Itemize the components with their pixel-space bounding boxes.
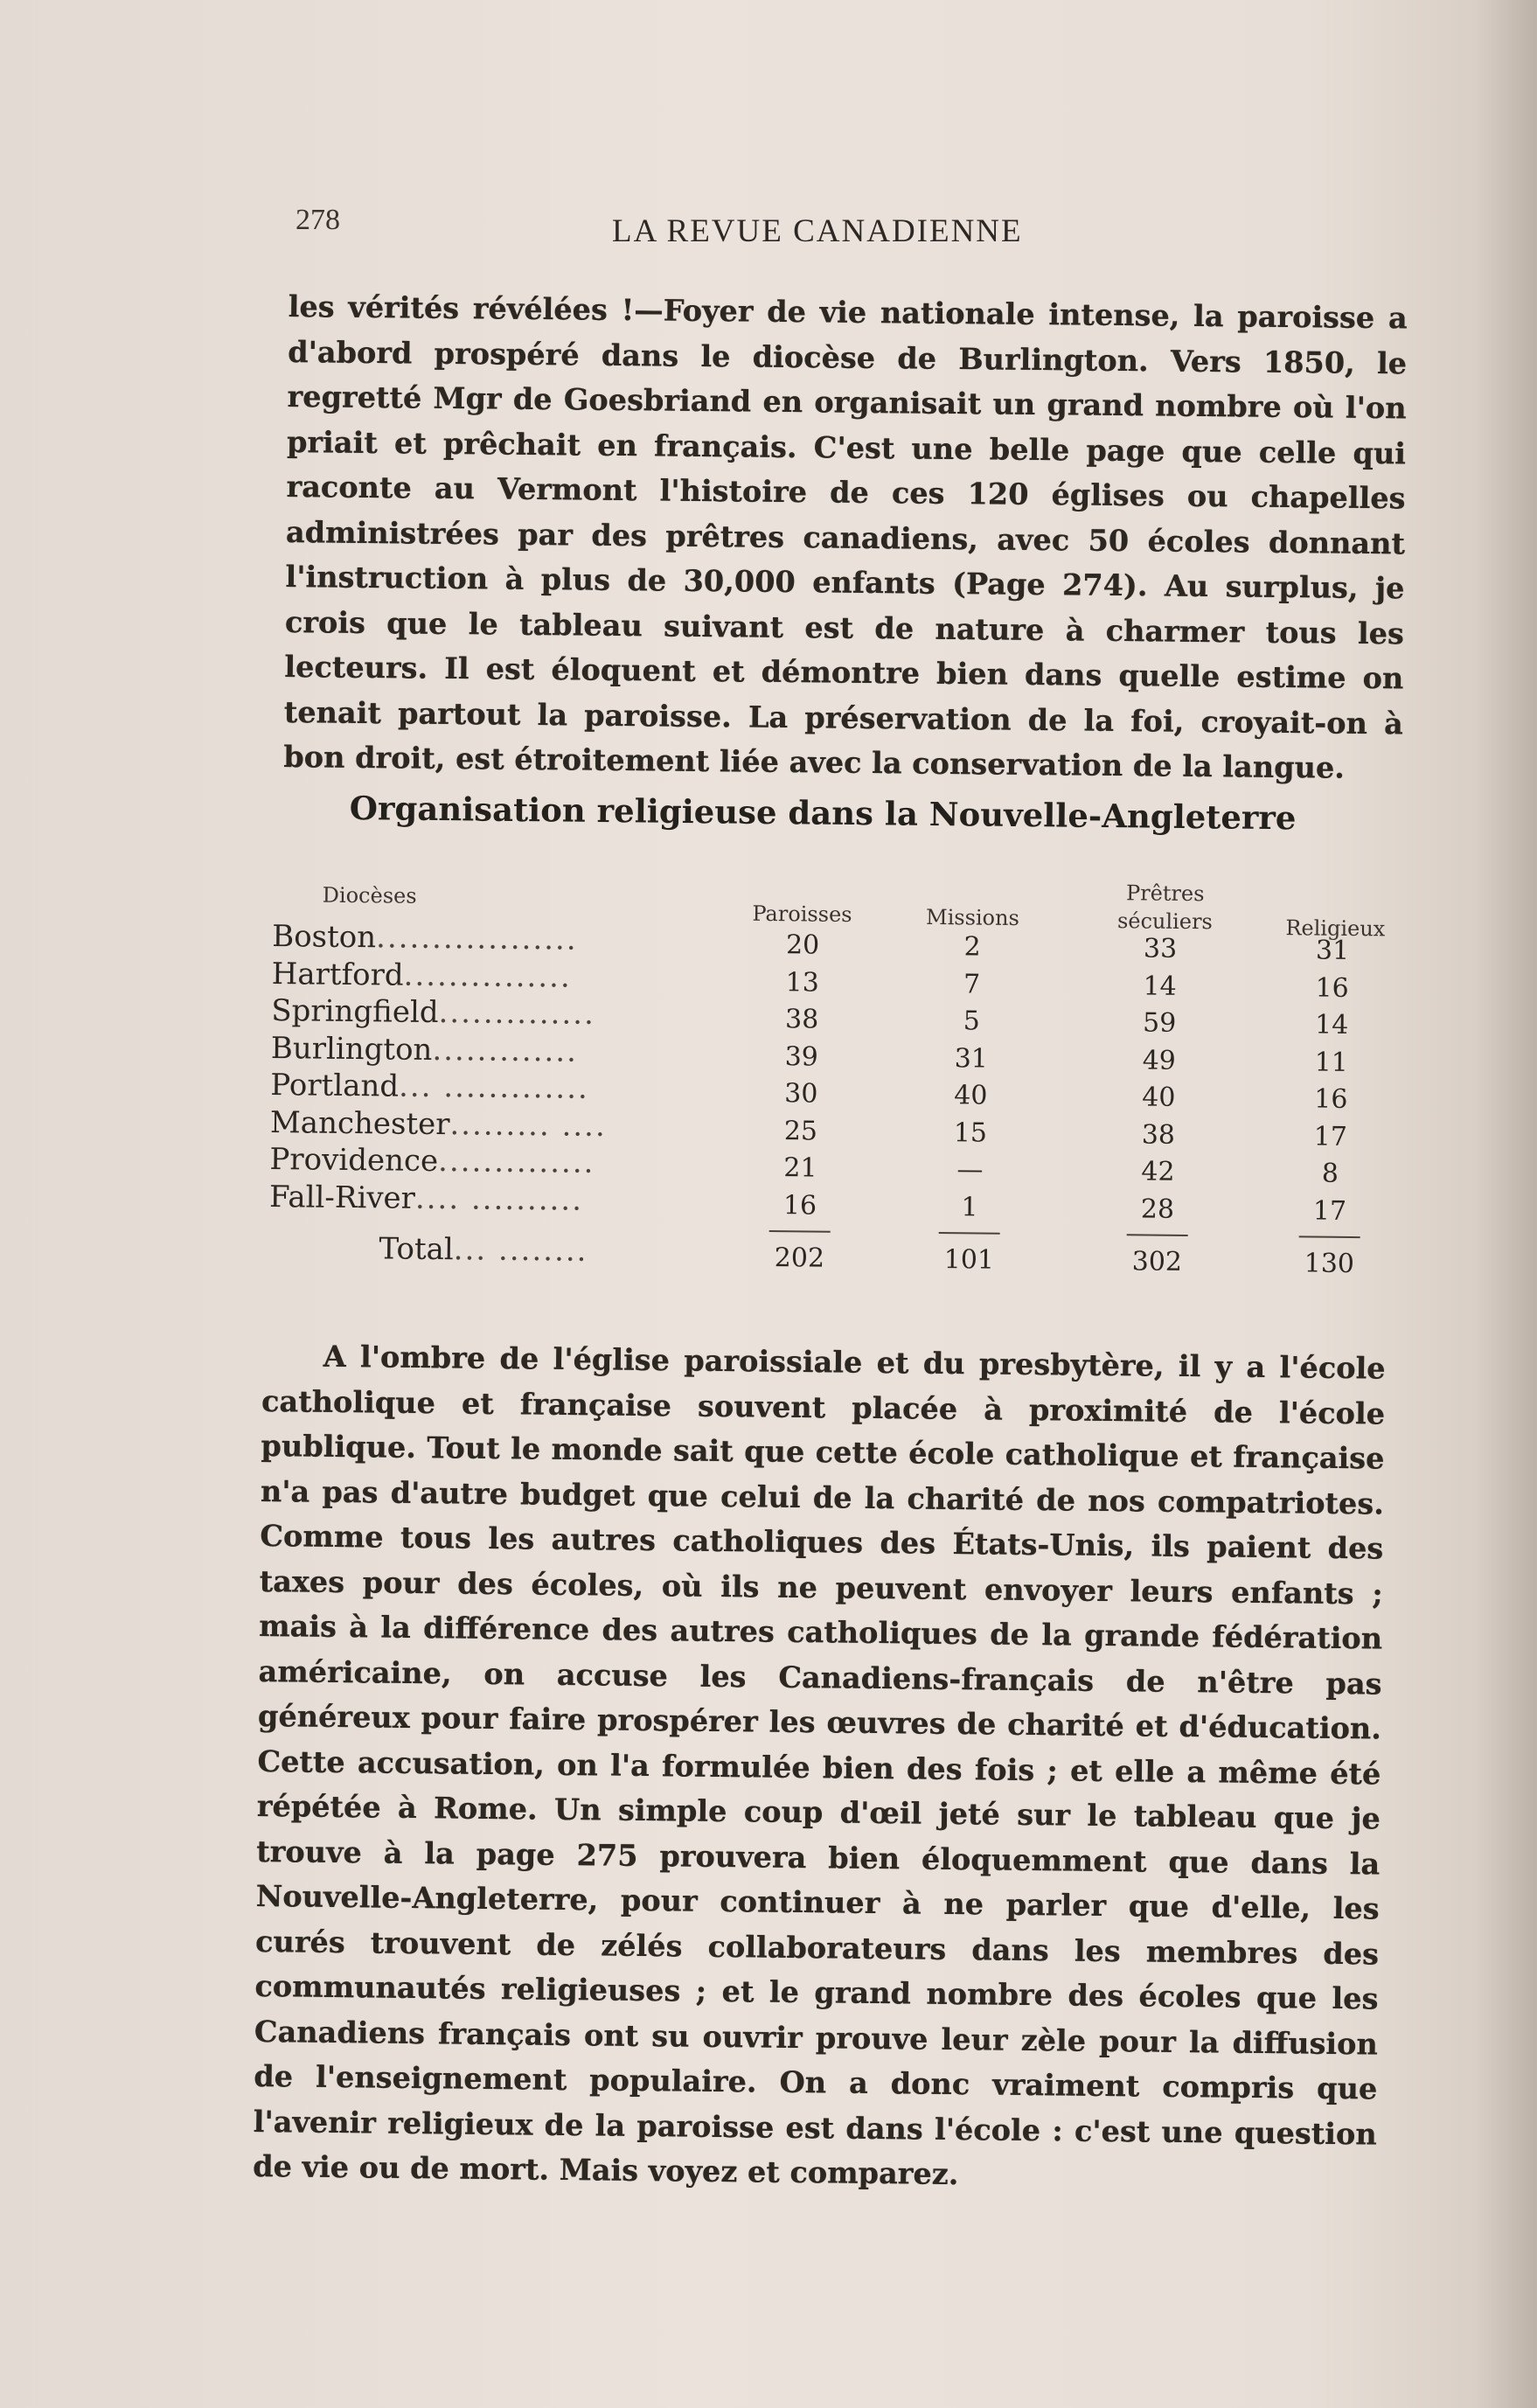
- header-religieux: Religieux: [1285, 915, 1386, 942]
- cell-paroisses: 39: [784, 1040, 819, 1073]
- total-rule: [939, 1232, 1000, 1235]
- cell-missions: 1: [961, 1191, 978, 1223]
- total-label: Total: [379, 1231, 455, 1268]
- cell-pretres: 14: [1143, 970, 1177, 1002]
- cell-pretres: 40: [1142, 1082, 1176, 1113]
- paragraph-intro: les vérités révélées !—Foyer de vie nationale intense, la paroisse a d'abord prospéré dans le diocèse de Burlington. Vers 1850, le regretté Mgr de Goesbriand en organisait un grand nombre où l'on priait et prêchait en français. C'est une belle page que celle qui raconte au Vermont l'histoire de ces 120 églises ou chapelles administrées par des prêtres canadiens, avec 50 écoles donnant l'instruction à plus de 30,000 enfants (Page 274). Au surplus, je crois que le tableau suivant est de nature à charmer tous les lecteurs. Il est éloquent et démontre bien dans quelle estime on tenait partout la paroisse. La préservation de la foi, croyait-on à bon droit, est étroitement liée avec la conservation de la langue.: [283, 289, 1408, 785]
- header-pretres-line2: séculiers: [1116, 908, 1213, 935]
- total-religieux: 130: [1304, 1248, 1355, 1280]
- cell-missions: 5: [963, 1006, 980, 1037]
- cell-religieux: 17: [1312, 1195, 1347, 1227]
- cell-missions: 31: [954, 1042, 989, 1075]
- statistics-table: [265, 870, 1406, 1337]
- cell-paroisses: 13: [785, 966, 819, 999]
- dot-leader: ... .............: [398, 1068, 590, 1106]
- header-dioceses: Diocèses: [322, 882, 417, 908]
- page-header: [289, 197, 1102, 258]
- table-row-label: [270, 1068, 589, 1106]
- cell-pretres: 49: [1142, 1044, 1177, 1076]
- cell-pretres: 38: [1141, 1118, 1176, 1151]
- table-row-label: [270, 1105, 607, 1144]
- dot-leader: .... ..........: [414, 1180, 584, 1218]
- dot-leader: ..............: [437, 1144, 595, 1180]
- header-missions: Missions: [925, 904, 1020, 930]
- dot-leader: ..............: [438, 995, 596, 1032]
- table-row-label: [269, 1180, 583, 1218]
- paragraph-ecoles: A l'ombre de l'église paroissiale et du presbytère, il y a l'école catholique et française souvent placée à proximité de l'école publique. Tout le monde sait que cette école catholique et française n'a pas d'autre budget que celui de la charité de nos compatriotes. Comme tous les autres catholiques des États-Unis, ils paient des taxes pour des écoles, où ils ne peuvent envoyer leurs enfants ; mais à la différence des autres catholiques de la grande fédération américaine, on accuse les Canadiens-français de n'être pas généreux pour faire prospérer les œuvres de charité et d'éducation. Cette accusation, on l'a formulée bien des fois ; et elle a même été répétée à Rome. Un simple coup d'œil jeté sur le tableau que je trouve à la page 275 prouvera bien éloquemment que dans la Nouvelle-Angleterre, pour continuer à ne parler que d'elle, les curés trouvent de zélés collaborateurs dans les membres des communautés religieuses ; et le grand nombre des écoles que les Canadiens français ont su ouvrir prouve leur zèle pour la diffusion de l'enseignement populaire. On a donc vraiment compris que l'avenir religieux de la paroisse est dans l'école : c'est une question de vie ou de mort. Mais voyez et comparez.: [252, 1339, 1386, 2192]
- total-missions: 101: [943, 1244, 995, 1276]
- running-title: LA REVUE CANADIENNE: [612, 213, 1023, 249]
- table-row-label: [272, 919, 578, 957]
- cell-religieux: 17: [1313, 1121, 1348, 1152]
- diocese-name: Springfield: [271, 993, 439, 1031]
- table-row-label: [271, 993, 595, 1032]
- cell-pretres: 59: [1142, 1007, 1177, 1039]
- cell-missions: 40: [954, 1080, 988, 1111]
- cell-missions: —: [956, 1154, 984, 1186]
- cell-religieux: 16: [1314, 1083, 1348, 1115]
- diocese-name: Manchester: [269, 1104, 450, 1142]
- cell-religieux: 8: [1321, 1158, 1339, 1189]
- total-paroisses: 202: [774, 1242, 825, 1274]
- diocese-name: Burlington: [270, 1030, 433, 1068]
- total-rule: [1299, 1235, 1360, 1238]
- cell-pretres: 42: [1141, 1156, 1175, 1187]
- cell-missions: 15: [953, 1117, 988, 1149]
- diocese-name: Portland: [270, 1068, 400, 1104]
- dot-leader: ... ........: [453, 1232, 588, 1269]
- page-number: 278: [296, 204, 340, 236]
- cell-missions: 2: [963, 931, 981, 963]
- cell-pretres: 33: [1143, 933, 1178, 964]
- cell-religieux: 16: [1315, 972, 1349, 1004]
- cell-religieux: 11: [1314, 1047, 1349, 1078]
- total-rule: [769, 1230, 831, 1233]
- diocese-name: Hartford: [271, 956, 404, 993]
- diocese-name: Boston: [271, 919, 377, 956]
- table-row-label: [272, 957, 572, 995]
- dot-leader: ......... ....: [449, 1106, 608, 1144]
- table-row-label: [269, 1142, 595, 1180]
- table-title: Organisation religieuse dans la Nouvelle-Angleterre: [349, 789, 1297, 838]
- cell-missions: 7: [963, 968, 981, 1000]
- cell-pretres: 28: [1140, 1193, 1175, 1225]
- total-row-label: [379, 1231, 588, 1269]
- diocese-name: Fall-River: [268, 1179, 416, 1216]
- cell-paroisses: 20: [785, 929, 820, 961]
- cell-paroisses: 16: [782, 1189, 817, 1221]
- dot-leader: ...............: [403, 957, 572, 995]
- cell-paroisses: 38: [784, 1004, 819, 1035]
- cell-paroisses: 25: [783, 1115, 818, 1147]
- total-pretres: 302: [1131, 1246, 1183, 1277]
- cell-paroisses: 21: [783, 1152, 817, 1184]
- cell-religieux: 14: [1314, 1009, 1349, 1040]
- header-pretres-line1: Prêtres: [1125, 880, 1205, 907]
- header-paroisses: Paroisses: [752, 901, 852, 927]
- cell-religieux: 31: [1315, 935, 1350, 966]
- table-row-label: [271, 1031, 578, 1069]
- diocese-name: Providence: [269, 1142, 439, 1180]
- dot-leader: .............: [432, 1032, 579, 1069]
- cell-paroisses: 30: [784, 1078, 818, 1110]
- dot-leader: ..................: [375, 920, 578, 957]
- total-rule: [1127, 1234, 1188, 1236]
